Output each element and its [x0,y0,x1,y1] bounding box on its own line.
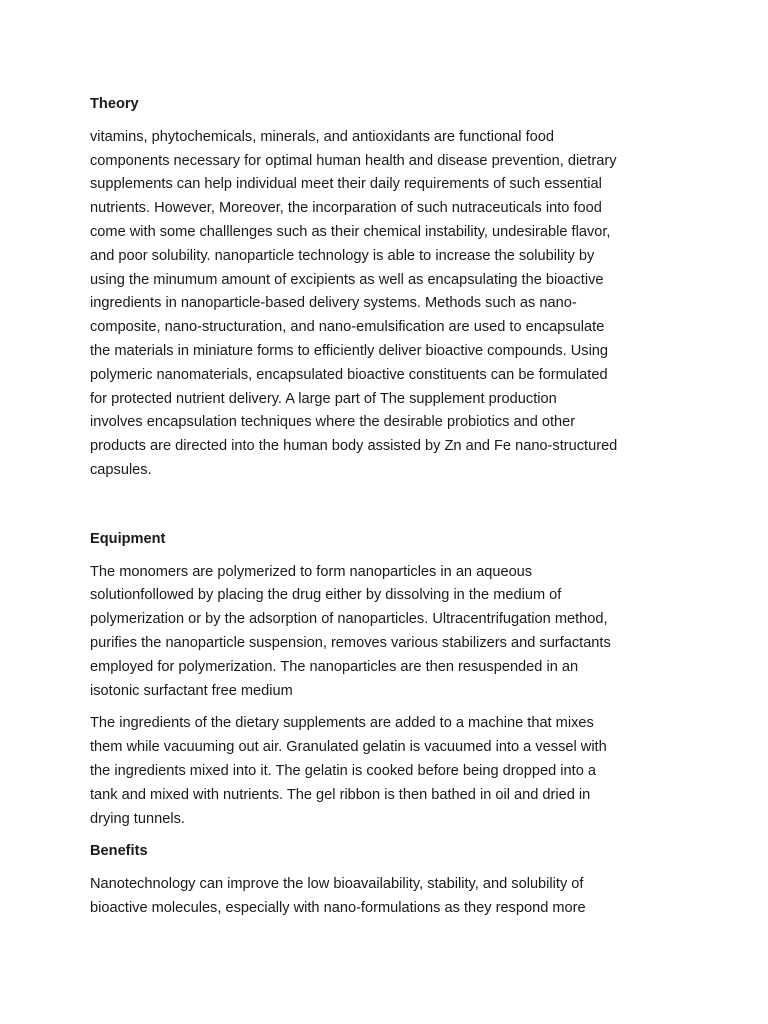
text-line: Nanotechnology can improve the low bioavailability, stability, and solubility of [90,876,584,893]
text-line: polymeric nanomaterials, encapsulated bioactive constituents can be formulated [90,366,608,383]
text-line: nutrients. However, Moreover, the incorparation of such nutraceuticals into food [90,200,602,217]
theory-paragraph [90,126,688,483]
section-heading-theory: Theory [90,96,139,112]
text-line: ingredients in nanoparticle-based delivery systems. Methods such as nano- [90,295,577,312]
text-line: come with some challlenges such as their chemical instability, undesirable flavor, [90,223,611,240]
text-line: isotonic surfactant free medium [90,682,293,699]
text-line: employed for polymerization. The nanoparticles are then resuspended in an [90,658,579,675]
document-body [90,93,688,921]
text-line: components necessary for optimal human health and disease prevention, dietrary [90,152,617,169]
text-line: bioactive molecules, especially with nano-formulations as they respond more [90,899,586,916]
text-line: and poor solubility. nanoparticle technology is able to increase the solubility by [90,247,595,264]
text-line: purifies the nanoparticle suspension, removes various stabilizers and surfactants [90,634,611,651]
text-line: supplements can help individual meet their daily requirements of such essential [90,176,602,193]
text-line: polymerization or by the adsorption of nanoparticles. Ultracentrifugation method, [90,611,608,628]
equipment-paragraph-2 [90,712,688,831]
text-line: them while vacuuming out air. Granulated gelatin is vacuumed into a vessel with [90,739,607,756]
text-line: products are directed into the human body assisted by Zn and Fe nano-structured [90,438,618,455]
text-line: solutionfollowed by placing the drug either by dissolving in the medium of [90,587,562,604]
text-line: drying tunnels. [90,810,185,827]
text-line: the ingredients mixed into it. The gelatin is cooked before being dropped into a [90,762,596,779]
text-line: The monomers are polymerized to form nanoparticles in an aqueous [90,563,533,580]
section-heading-equipment: Equipment [90,530,166,547]
text-line: capsules. [90,461,152,478]
text-line: the materials in miniature forms to efficiently deliver bioactive compounds. Using [90,342,609,359]
text-line: for protected nutrient delivery. A large part of The supplement production [90,390,557,407]
text-line: tank and mixed with nutrients. The gel ribbon is then bathed in oil and dried in [90,786,591,803]
text-line: The ingredients of the dietary supplements are added to a machine that mixes [90,715,594,732]
equipment-paragraph-1 [90,561,688,704]
text-line: vitamins, phytochemicals, minerals, and antioxidants are functional food [90,128,554,145]
text-line: using the minumum amount of excipients as well as encapsulating the bioactive [90,271,604,288]
benefits-paragraph [90,873,688,921]
text-line: composite, nano-structuration, and nano-emulsification are used to encapsulate [90,319,605,336]
section-heading-benefits: Benefits [90,843,148,860]
text-line: involves encapsulation techniques where the desirable probiotics and other [90,414,576,431]
